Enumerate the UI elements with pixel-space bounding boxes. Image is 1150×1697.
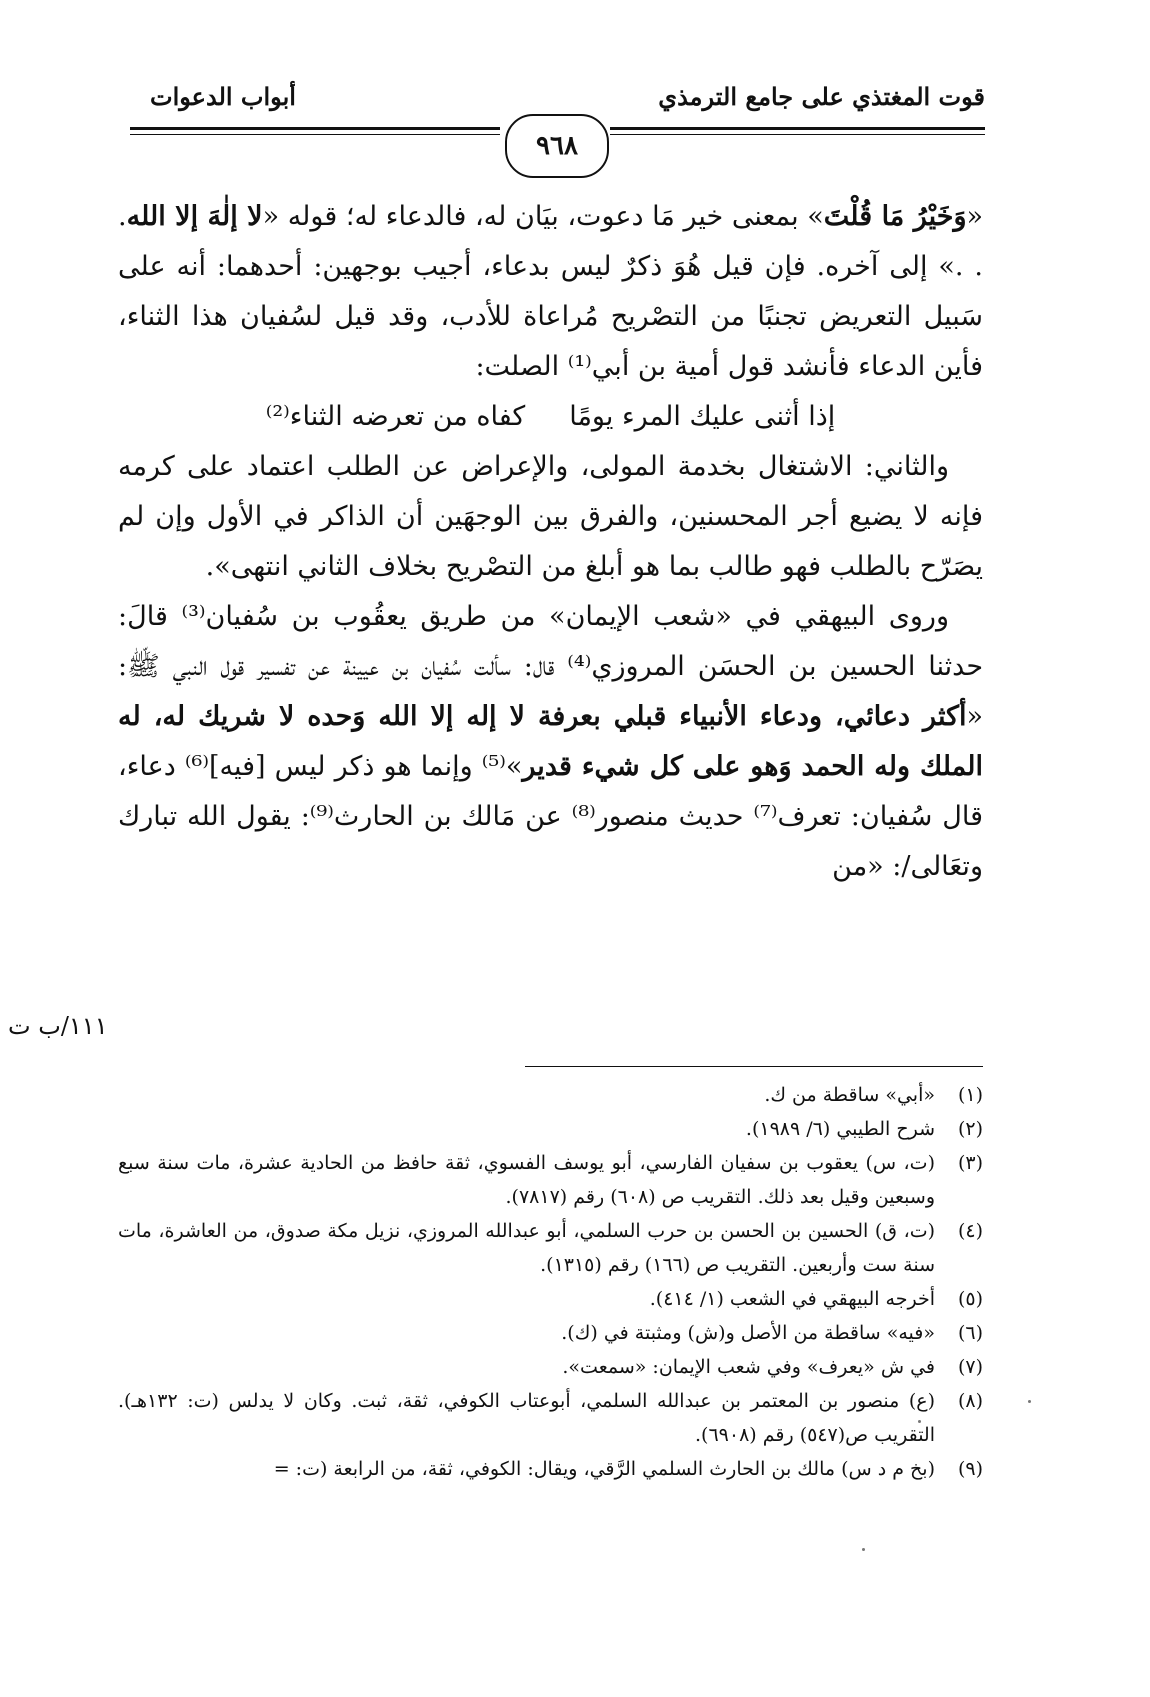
footnote-text: شرح الطيبي (٦/ ١٩٨٩). xyxy=(745,1118,935,1140)
header-rule-right-thick xyxy=(610,127,985,130)
footnote-text: «أبي» ساقطة من ك. xyxy=(764,1084,935,1106)
poetry-verse xyxy=(118,392,983,442)
text-run: وروى البيهقي في «شعب الإيمان» من طريق يعقُوب بن سُفيان⁽³⁾ قالَ: حدثنا الحسين بن الحسَن المروزي⁽⁴⁾ قال: سألت سُفيان بن عيينة عن تفسير قول النبي ﷺ: « xyxy=(118,601,984,732)
footnote-text: (بخ م د س) مالك بن الحارث السلمي الرَّقي، ويقال: الكوفي، ثقة، من الرابعة (ت: = xyxy=(273,1458,935,1480)
footnote-text: (ع) منصور بن المعتمر بن عبدالله السلمي، أبوعتاب الكوفي، ثقة، ثبت. وكان لا يدلس (ت: ١٣٢هـ). التقريب ص(٥٤٧) رقم (٦٩٠٨). xyxy=(118,1390,935,1446)
verse-second-half: كفاه من تعرضه الثناء⁽²⁾ xyxy=(265,401,526,432)
footnote-number: (٧) xyxy=(957,1356,983,1378)
footnote-number: (٢) xyxy=(957,1118,983,1140)
page-number: ٩٦٨ xyxy=(505,114,609,178)
footnote xyxy=(118,1350,983,1384)
footnote-text: أخرجه البيهقي في الشعب (١/ ٤١٤). xyxy=(649,1288,935,1310)
footnote xyxy=(118,1452,983,1486)
footnote xyxy=(118,1214,983,1282)
footnote xyxy=(118,1282,983,1316)
footnote-number: (٦) xyxy=(957,1322,983,1344)
header-rule-left-thin xyxy=(130,134,500,135)
paragraph-1 xyxy=(118,192,983,392)
paper-speck xyxy=(862,1548,865,1551)
paragraph-3 xyxy=(118,592,983,892)
footnote-number: (٩) xyxy=(957,1458,983,1480)
paper-speck xyxy=(918,1420,921,1423)
footnote-number: (٨) xyxy=(957,1390,983,1412)
header-rule-left-thick xyxy=(130,127,500,130)
footnote xyxy=(118,1078,983,1112)
footnote xyxy=(118,1112,983,1146)
bold-hadith: أكثر دعائي، ودعاء الأنبياء قبلي بعرفة لا إله إلا الله وَحده لا شريك له، له الملك وله الحمد وَهو على كل شيء قدير xyxy=(118,701,984,782)
paper-speck xyxy=(1028,1400,1031,1403)
text-run: »⁽⁵⁾ وإنما هو ذكر ليس [فيه]⁽⁶⁾ دعاء، قال سُفيان: تعرف⁽⁷⁾ حديث منصور⁽⁸⁾ عن مَالك بن الحارث⁽⁹⁾: يقول الله تبارك وتعَالى/: «من xyxy=(118,751,983,882)
verse-first-half: إذا أثنى عليك المرء يومًا xyxy=(569,401,836,432)
footnote-text: في ش «يعرف» وفي شعب الإيمان: «سمعت». xyxy=(562,1356,935,1378)
footnote-number: (٤) xyxy=(957,1220,983,1242)
text-run: » بمعنى خير مَا دعوت، بيَان له، فالدعاء له؛ قوله « xyxy=(262,201,824,232)
bold-quote: وَخَيْرُ مَا قُلْتَ xyxy=(823,201,967,232)
footnote xyxy=(118,1316,983,1350)
footnote-text: (ت، س) يعقوب بن سفيان الفارسي، أبو يوسف الفسوي، ثقة حافظ من الحادية عشرة، مات سنة سبع وسبعين وقيل بعد ذلك. التقريب ص (٦٠٨) رقم (٧٨١٧). xyxy=(118,1152,935,1208)
page-header xyxy=(130,82,985,177)
footnotes xyxy=(118,1078,983,1486)
main-text xyxy=(118,192,983,892)
manuscript-folio-note: ١١١/ب ت xyxy=(8,1012,108,1040)
footnote-number: (١) xyxy=(957,1084,983,1106)
paragraph-2: والثاني: الاشتغال بخدمة المولى، والإعراض عن الطلب اعتماد على كرمه فإنه لا يضيع أجر المحسنين، والفرق بين الوجهَين أن الذاكر في الأول وإن لم يصَرّح بالطلب فهو طالب بما هو أبلغ من التصْريح بخلاف الثاني انتهى». xyxy=(118,451,983,582)
footnote-text: (ت، ق) الحسين بن الحسن بن حرب السلمي، أبو عبدالله المروزي، نزيل مكة صدوق، من العاشرة، مات سنة ست وأربعين. التقريب ص (١٦٦) رقم (١٣١٥). xyxy=(118,1220,935,1276)
text-run: « xyxy=(966,201,984,232)
text-run: . . .» إلى آخره. فإن قيل هُوَ ذكرٌ ليس بدعاء، أجيب بوجهين: أحدهما: أنه على سَبيل التعريض تجنبًا من التصْريح مُراعاة للأدب، وقد قيل لسُفيان هذا الثناء، فأين الدعاء فأنشد قول أمية بن أبي⁽¹⁾ الصلت: xyxy=(118,201,983,382)
footnote-separator xyxy=(525,1066,983,1067)
footnote xyxy=(118,1384,983,1452)
running-title: قوت المغتذي على جامع الترمذي xyxy=(658,82,985,111)
bold-quote: لا إلٰهَ إلا الله xyxy=(126,201,263,232)
section-title: أبواب الدعوات xyxy=(150,82,296,111)
footnote-number: (٥) xyxy=(957,1288,983,1310)
footnote-text: «فيه» ساقطة من الأصل و(ش) ومثبتة في (ك). xyxy=(561,1322,935,1344)
footnote-number: (٣) xyxy=(957,1152,983,1174)
footnote xyxy=(118,1146,983,1214)
header-rule-right-thin xyxy=(610,134,985,135)
